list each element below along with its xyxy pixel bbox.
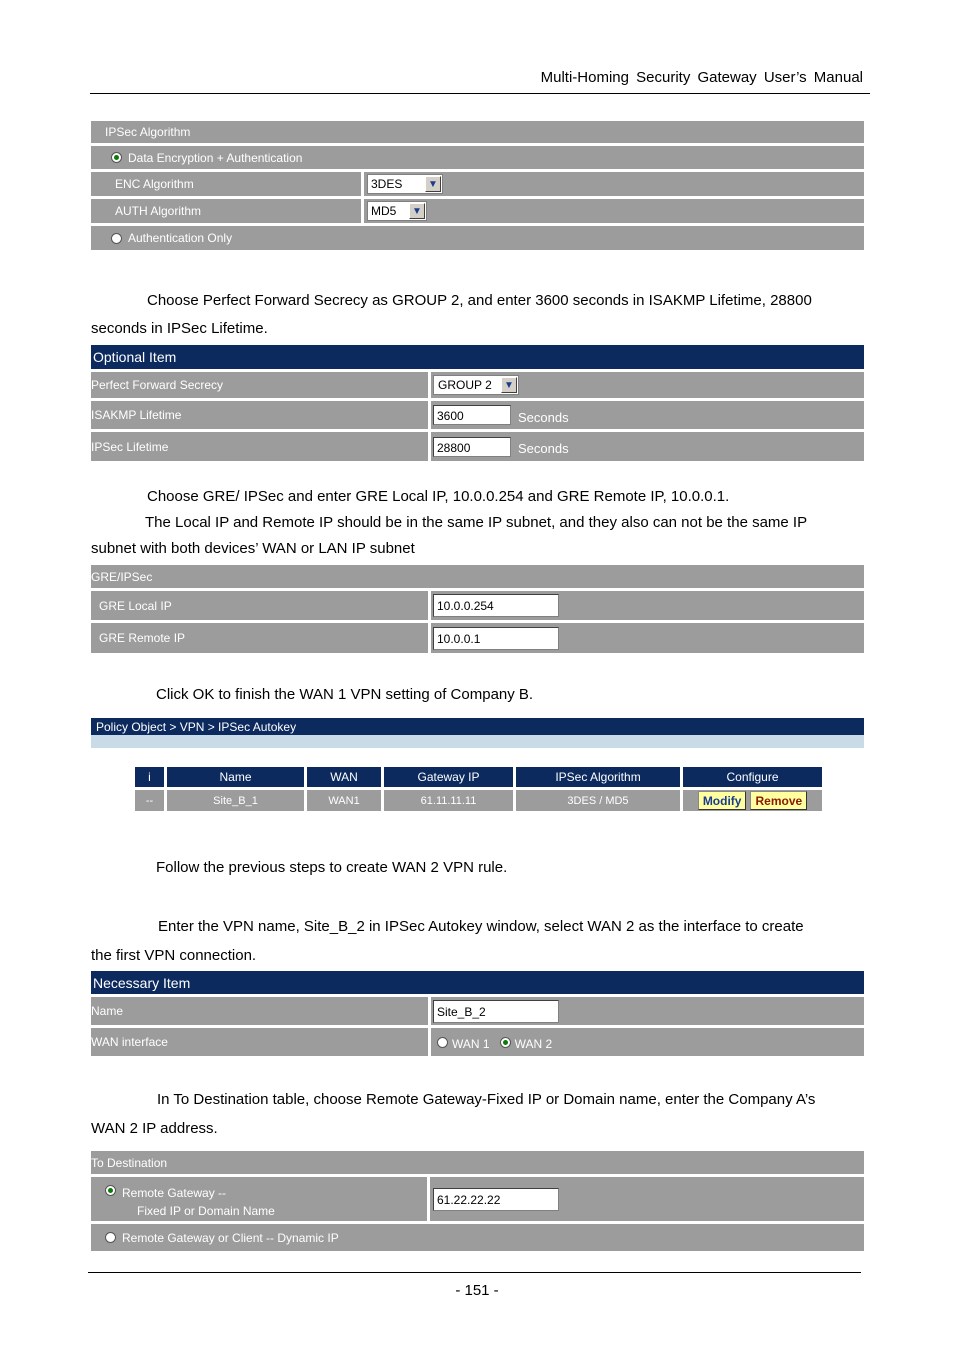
ipsec-lifetime-row [91,432,864,461]
fixed-ip-radio[interactable] [105,1185,116,1196]
header-rule [90,93,870,94]
wan1-radio[interactable] [437,1037,448,1048]
fixed-ip-row [91,1177,864,1224]
paragraph-gre-line2: The Local IP and Remote IP should be in the same IP subnet, and they also can not be the same IP [145,514,808,531]
manual-title: Multi-Homing Security Gateway User’s Manual [540,69,863,86]
paragraph-gre-line1: Choose GRE/ IPSec and enter GRE Local IP, 10.0.0.254 and GRE Remote IP, 10.0.0.1. [147,488,730,505]
autokey-subbar [91,735,864,748]
col-header-gateway: Gateway IP [384,767,513,787]
fixed-ip-input[interactable]: 61.22.22.22 [433,1188,559,1211]
col-header-name: Name [167,767,304,787]
wan1-label: WAN 1 [452,1036,490,1051]
chevron-down-icon[interactable]: ▼ [409,203,425,219]
gre-ipsec-title: GRE/IPSec [91,569,153,584]
auth-algorithm-select[interactable] [367,201,427,221]
cell-gateway: 61.11.11.11 [384,790,513,811]
pfs-label: Perfect Forward Secrecy [91,378,224,392]
gre-remote-row [91,623,864,653]
paragraph-wan2-rule-text: Follow the previous steps to create WAN 2 VPN rule. [156,859,508,876]
modify-button[interactable]: Modify [698,791,747,810]
pfs-select[interactable] [433,375,519,395]
wan2-label: WAN 2 [514,1036,553,1051]
col-header-configure: Configure [683,767,822,787]
enc-auth-radio[interactable] [111,152,122,163]
gre-ipsec-title-row [91,565,864,591]
vpn-name-row [91,997,864,1028]
fixed-ip-label-line2: Fixed IP or Domain Name [137,1204,275,1218]
enc-algorithm-value: 3DES [371,177,403,191]
to-destination-title: To Destination [91,1155,168,1170]
pfs-value: GROUP 2 [438,378,492,392]
paragraph-gre [91,484,864,562]
auth-only-label: Authentication Only [128,231,233,245]
fixed-ip-label-line1: Remote Gateway -- [122,1186,227,1200]
necessary-item-panel [91,971,864,1056]
dynamic-ip-radio[interactable] [105,1232,116,1243]
paragraph-vpn-name-line1: Enter the VPN name, Site_B_2 in IPSec Autokey window, select WAN 2 as the interface to create [158,918,804,935]
paragraph-pfs [91,287,864,343]
enc-algorithm-label: ENC Algorithm [115,177,194,191]
pfs-row [91,372,864,401]
vpn-name-label: Name [91,1004,124,1018]
auth-algorithm-row [91,199,864,226]
paragraph-destination-line1: In To Destination table, choose Remote Gateway-Fixed IP or Domain name, enter the Company A’s [157,1091,816,1108]
enc-algorithm-select[interactable] [367,174,443,194]
paragraph-gre-line3: subnet with both devices’ WAN or LAN IP subnet [91,540,415,557]
gre-local-label: GRE Local IP [99,598,172,613]
autokey-breadcrumb: Policy Object > VPN > IPSec Autokey [91,718,864,735]
page-number: - 151 - [455,1282,499,1299]
paragraph-vpn-name [91,912,864,970]
paragraph-pfs-line2: seconds in IPSec Lifetime. [91,320,268,337]
paragraph-pfs-line1: Choose Perfect Forward Secrecy as GROUP 2, and enter 3600 seconds in ISAKMP Lifetime, 28800 [147,292,812,309]
footer-rule [88,1272,861,1273]
gre-local-ip-input[interactable]: 10.0.0.254 [433,594,559,617]
dynamic-ip-row[interactable] [91,1224,864,1251]
col-header-algorithm: IPSec Algorithm [516,767,680,787]
paragraph-wan2-rule [91,854,864,882]
wan-interface-label: WAN interface [91,1035,168,1049]
col-header-wan: WAN [307,767,381,787]
ipsec-seconds-unit: Seconds [518,441,569,456]
remove-button[interactable]: Remove [750,791,807,810]
ipsec-algorithm-title: IPSec Algorithm [105,125,191,139]
enc-algorithm-row [91,172,864,199]
cell-algorithm: 3DES / MD5 [516,790,680,811]
auth-algorithm-value: MD5 [371,204,397,218]
cell-name: Site_B_1 [167,790,304,811]
isakmp-label: ISAKMP Lifetime [91,408,182,422]
enc-auth-option-row[interactable] [91,146,864,172]
paragraph-vpn-name-line2: the first VPN connection. [91,947,257,964]
col-header-i: i [135,767,164,787]
gre-local-row [91,591,864,623]
to-destination-title-row [91,1151,864,1177]
optional-item-title: Optional Item [91,345,864,372]
optional-item-panel [91,345,864,461]
auth-only-radio[interactable] [111,233,122,244]
paragraph-destination [91,1085,864,1143]
ipsec-algorithm-panel [91,121,864,250]
chevron-down-icon[interactable]: ▼ [501,377,517,393]
enc-auth-label: Data Encryption + Authentication [128,150,303,165]
wan2-radio[interactable] [500,1037,511,1048]
isakmp-lifetime-input[interactable]: 3600 [433,405,511,425]
cell-i: -- [135,790,164,811]
cell-wan: WAN1 [307,790,381,811]
paragraph-ok [91,681,864,709]
ipsec-algorithm-title-row [91,121,864,146]
chevron-down-icon[interactable]: ▼ [425,176,441,192]
cell-configure [683,790,822,811]
ipsec-lifetime-label: IPSec Lifetime [91,439,169,454]
gre-ipsec-panel [91,565,864,653]
isakmp-row [91,401,864,432]
necessary-item-title: Necessary Item [91,971,864,997]
gre-remote-label: GRE Remote IP [99,631,186,645]
paragraph-destination-line2: WAN 2 IP address. [91,1120,218,1137]
vpn-name-input[interactable]: Site_B_2 [433,1000,559,1023]
paragraph-ok-text: Click OK to finish the WAN 1 VPN setting of Company B. [156,686,534,703]
to-destination-panel [91,1151,864,1251]
wan-interface-row [91,1028,864,1056]
isakmp-seconds-unit: Seconds [518,409,569,425]
gre-remote-ip-input[interactable]: 10.0.0.1 [433,627,559,650]
auth-algorithm-label: AUTH Algorithm [115,204,202,218]
ipsec-lifetime-input[interactable]: 28800 [433,437,511,457]
auth-only-option-row[interactable] [91,226,864,250]
dynamic-ip-label: Remote Gateway or Client -- Dynamic IP [122,1230,339,1245]
